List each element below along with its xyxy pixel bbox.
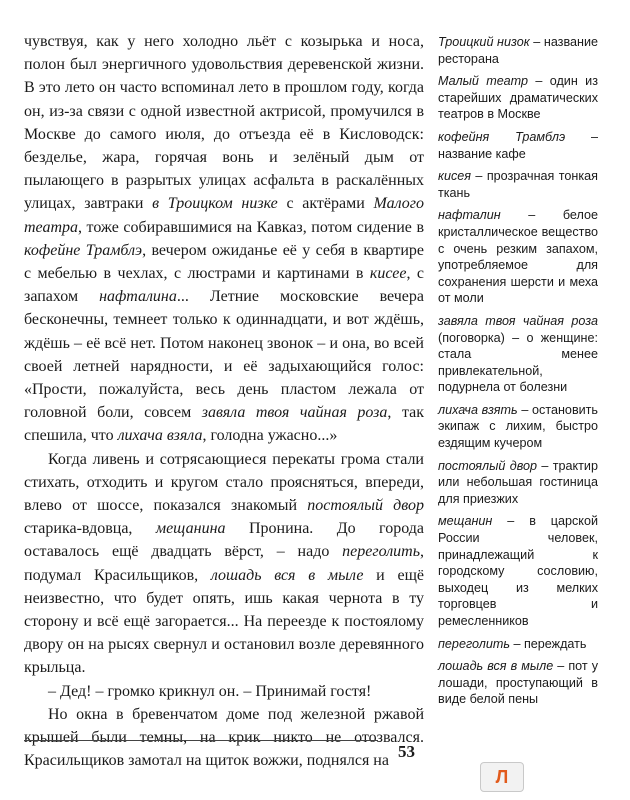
glossary-term: Троицкий низок [438,35,530,49]
text-run: , так спешила, что [24,404,424,445]
paragraph-3 [24,680,424,703]
glossary-definition: – трактир или небольшая гостиница для приезжих [438,458,598,506]
glossary-item [438,129,598,162]
text-run: , тоже собиравшимися на Кавказ, потом сидение в [78,218,424,236]
glossary-column [438,34,598,714]
glossed-term: завяла твоя чайная роза [201,404,388,422]
main-text-column [24,30,424,773]
glossary-item [438,34,598,67]
glossed-term: кофейне Трамблэ [24,241,143,259]
page-number: 53 [398,742,415,761]
glossary-definition: – белое кристаллическое вещество с очень резким запахом, употребляемое для сохранения шерсти и меха от моли [438,208,598,306]
text-run: Но окна в бревенчатом доме под железной ржавой крышей были темны, на крик никто не отозвался. Красильщиков замотал на щиток вожжи, поднялся на [24,705,424,770]
glossary-item [438,636,598,653]
glossed-term: лихача взяла [117,427,203,445]
glossary-definition: – в царской России человек, принадлежащий к городскому сословию, выходец из мелких торговцев и ремесленников [438,514,598,628]
glossary-definition: – название кафе [438,129,598,161]
glossed-term: лошадь вся в мыле [210,566,364,584]
glossary-item [438,168,598,201]
text-run: старика-вдовца, [24,520,156,538]
text-run: и ещё неизвестно, что будет опять, ишь какая чернота в ту сторону и всё ещё загорается... На переезде к постоялому двору он на рысях свернул и остановил возле деревянного крыльца. [24,566,424,677]
text-run: с актёрами [277,195,374,213]
glossary-term: Малый театр [438,74,528,89]
glossed-term: в Троицком низке [152,195,278,213]
glossed-term: кисее [369,265,407,283]
glossary-item [438,313,598,396]
glossary-item [438,458,598,508]
footer-rule [24,740,378,741]
glossary-term: постоялый двор [438,458,538,473]
glossary-definition: – пот у лошади, проступающий в виде белой пены [438,659,598,707]
glossary-term: кисея [438,169,471,184]
paragraph-1 [24,30,424,448]
paragraph-2 [24,448,424,680]
glossary-item [438,207,598,307]
glossary-definition: – один из старейших драматических театров в Москве [438,74,598,122]
text-run: – Дед! – громко крикнул он. – Принимай гостя! [48,682,372,700]
glossary-item [438,402,598,452]
text-run: чувствуя, как у него холодно льёт с козырька и носа, полон был энергичного удовольствия деревенской жизни. В это лето он часто вспоминал лето в прошлом году, когда он, из-за связи с одной известной актрисой, промучился в Москве до самого июля, до отъезда её в Кисловодск: безделье, жара, горячая вонь и зелёный дым от пылающего в разрытых улицах асфальта в раскалённых улицах, завтраки [24,33,424,213]
glossary-term: мещанин [438,514,493,529]
glossary-term: лихача взять [438,402,518,417]
glossary-term: нафталин [438,208,501,223]
glossary-definition: – остановить экипаж с лихим, быстро ездящим кучером [438,402,598,451]
glossary-term: завяла твоя чайная роза [438,313,598,328]
glossary-definition: (поговорка) – о женщине: стала менее привлекательной, подурнела от болезни [438,330,598,395]
labirint-logo-icon: Л [480,762,524,792]
text-run: ... Летние московские вечера бесконечны, темнеет только к одиннадцати, и вот ждёшь, ждёшь – её всё нет. Потом наконец звонок – и она, во всей своей летней нарядности, и её задыхающийся голос: «Прости, пожалуйста, весь день пластом лежала от головной боли, совсем [24,288,424,422]
text-run: Когда ливень и сотрясающиеся перекаты грома стали стихать, отходить и кругом стало проясняться, впереди, влево от шоссе, показался знакомый [24,450,424,515]
glossed-term: мещанина [155,520,226,538]
glossed-term: нафталина [99,288,177,306]
glossary-definition: – прозрачная тонкая ткань [438,169,598,200]
glossary-term: лошадь вся в мыле [438,659,554,674]
text-run: , с запахом [24,265,424,306]
text-run: , вечером ожиданье её у себя в квартире с мебелью в чехлах, с люстрами и картинами в [24,241,424,283]
glossed-term: Малого театра [24,195,424,236]
text-run: Пронина. До города оставалось ещё двадцать вёрст, – надо [24,520,424,561]
glossary-term: переголить [438,636,510,651]
glossed-term: переголить [342,543,420,561]
glossary-item [438,73,598,123]
glossary-item [438,513,598,629]
paragraph-4 [24,703,424,773]
text-run: , голодна ужасно...» [202,427,338,445]
glossary-term: кофейня Трамблэ [438,129,566,144]
glossary-definition: – переждать [509,636,587,651]
glossary-item [438,658,598,708]
glossary-definition: – название ресторана [438,35,599,66]
glossed-term: постоялый двор [307,497,424,515]
text-run: , подумал Красильщиков, [24,543,424,584]
